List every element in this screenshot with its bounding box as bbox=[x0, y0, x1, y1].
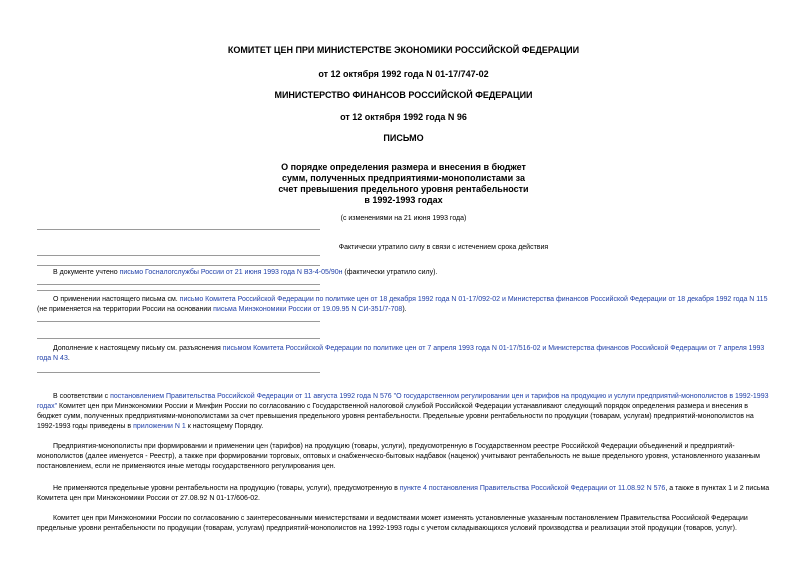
divider bbox=[37, 255, 320, 256]
note-text: О применении настоящего письма см. bbox=[53, 296, 180, 303]
title-line: сумм, полученных предприятиями-монополистами за bbox=[282, 173, 525, 183]
link-appendix-1[interactable]: приложении N 1 bbox=[133, 423, 186, 430]
status-note: Фактически утратило силу в связи с истечением срока действия bbox=[338, 244, 549, 251]
note-text: (фактически утратило силу). bbox=[342, 269, 438, 276]
editorial-note-2 bbox=[37, 295, 772, 315]
issuer-ministry: МИНИСТЕРСТВО ФИНАНСОВ РОССИЙСКОЙ ФЕДЕРАЦИИ bbox=[274, 90, 533, 100]
paragraph-text: , а также в пунктах 1 и 2 письма Комитета цен при Минэкономики России от 27.08.92 N 01-17/606-02. bbox=[37, 485, 770, 502]
title-line: счет превышения предельного уровня рентабельности bbox=[278, 184, 529, 194]
note-text: В документе учтено bbox=[53, 269, 120, 276]
issuer-committee: КОМИТЕТ ЦЕН ПРИ МИНИСТЕРСТВЕ ЭКОНОМИКИ РОССИЙСКОЙ ФЕДЕРАЦИИ bbox=[227, 45, 580, 55]
paragraph-text: к настоящему Порядку. bbox=[185, 423, 264, 430]
body-paragraph-4: Комитет цен при Минэкономики России по согласованию с заинтересованными министерствами и ведомствами может изменять установленные указанным постановлением Правительства Российской Федерации предельные уровни рентабельности по продукции (товарам, услугам) предприятий-монополистов на 1992-1993 годы с учетом складывающихся условий производства и реализации этой продукции (товаров, услуг). bbox=[37, 515, 748, 532]
note-text: (не применяется на территории России на основании bbox=[37, 306, 214, 313]
link-clarification-letter[interactable]: письмом Комитета Российской Федерации по политике цен от 7 апреля 1993 года N 01-17/516-02 и Министерства финансов Российской Федерации от 7 апреля 1993 года N 43 bbox=[37, 345, 765, 362]
paragraph-text: Комитет цен при Минэкономики России и Минфин России по согласованию с Государственной налоговой службой Российской Федерации устанавливают следующий порядок определения размера и внесения в бюджет сумм, полученных предприятиями-монополистами за счет превышения предельного уровня рентабельности. Предельные уровни рентабельности по продукции (товарам, услугам) предприятий-монополистов на 1992-1993 годы приведены в bbox=[37, 403, 754, 430]
divider bbox=[37, 372, 320, 373]
title-line: в 1992-1993 годах bbox=[364, 195, 443, 205]
link-resolution-item-4[interactable]: пункте 4 постановления Правительства Российской Федерации от 11.08.92 N 576 bbox=[399, 485, 666, 492]
divider bbox=[37, 229, 320, 230]
body-paragraph-2: Предприятия-монополисты при формировании и применении цен (тарифов) на продукцию (товары, услуги), предусмотренную в Государственном реестре Российской Федерации объединений и предприятий-монополистов (далее именуется - Реестр), а также при формировании торговых, оптовых и снабженческо-бытовых надбавок (наценок) учитывают рентабельность не выше предельного уровня, установленного указанным постановлением, если не применяются иные методы государственного регулирования цен. bbox=[37, 443, 760, 470]
link-mineconomy-letter[interactable]: письма Минэкономики России от 19.09.95 N СИ-351/7-708 bbox=[213, 306, 403, 313]
amendments-note: (с изменениями на 21 июня 1993 года) bbox=[340, 215, 467, 222]
editorial-note-1 bbox=[37, 268, 767, 278]
divider bbox=[37, 290, 320, 291]
body-paragraph-3 bbox=[37, 484, 772, 504]
note-text: Дополнение к настоящему письму см. разъяснения bbox=[53, 345, 223, 352]
issuer-ministry-date: от 12 октября 1992 года N 96 bbox=[340, 112, 467, 122]
divider bbox=[37, 321, 320, 322]
paragraph-text: Не применяются предельные уровни рентабельности на продукцию (товары, услуги), предусмотренную в bbox=[53, 485, 400, 492]
paragraph-text: В соответствии с bbox=[53, 393, 111, 400]
body-paragraph-1 bbox=[37, 392, 772, 432]
link-price-committee-letter[interactable]: письмо Комитета Российской Федерации по политике цен от 18 декабря 1992 года N 01-17/092-02 и Министерства финансов Российской Федерации от 18 декабря 1992 года N 115 bbox=[179, 296, 768, 303]
note-text: ). bbox=[402, 306, 407, 313]
link-government-resolution-576[interactable]: постановлением Правительства Российской Федерации от 11 августа 1992 года N 576 "О государственном регулировании цен и тарифов на продукцию и услуги предприятий-монополистов в 1992-1993 годах" bbox=[37, 393, 769, 410]
issuer-committee-date: от 12 октября 1992 года N 01-17/747-02 bbox=[318, 69, 489, 79]
title-line: О порядке определения размера и внесения в бюджет bbox=[281, 162, 526, 172]
divider bbox=[37, 338, 320, 339]
note-text: . bbox=[67, 355, 70, 362]
editorial-note-3 bbox=[37, 344, 772, 364]
divider bbox=[37, 284, 320, 285]
divider bbox=[37, 265, 320, 266]
document-type: ПИСЬМО bbox=[383, 133, 424, 143]
link-tax-service-letter[interactable]: письмо Госналогслужбы России от 21 июня 1993 года N ВЗ-4-05/90н bbox=[119, 269, 343, 276]
